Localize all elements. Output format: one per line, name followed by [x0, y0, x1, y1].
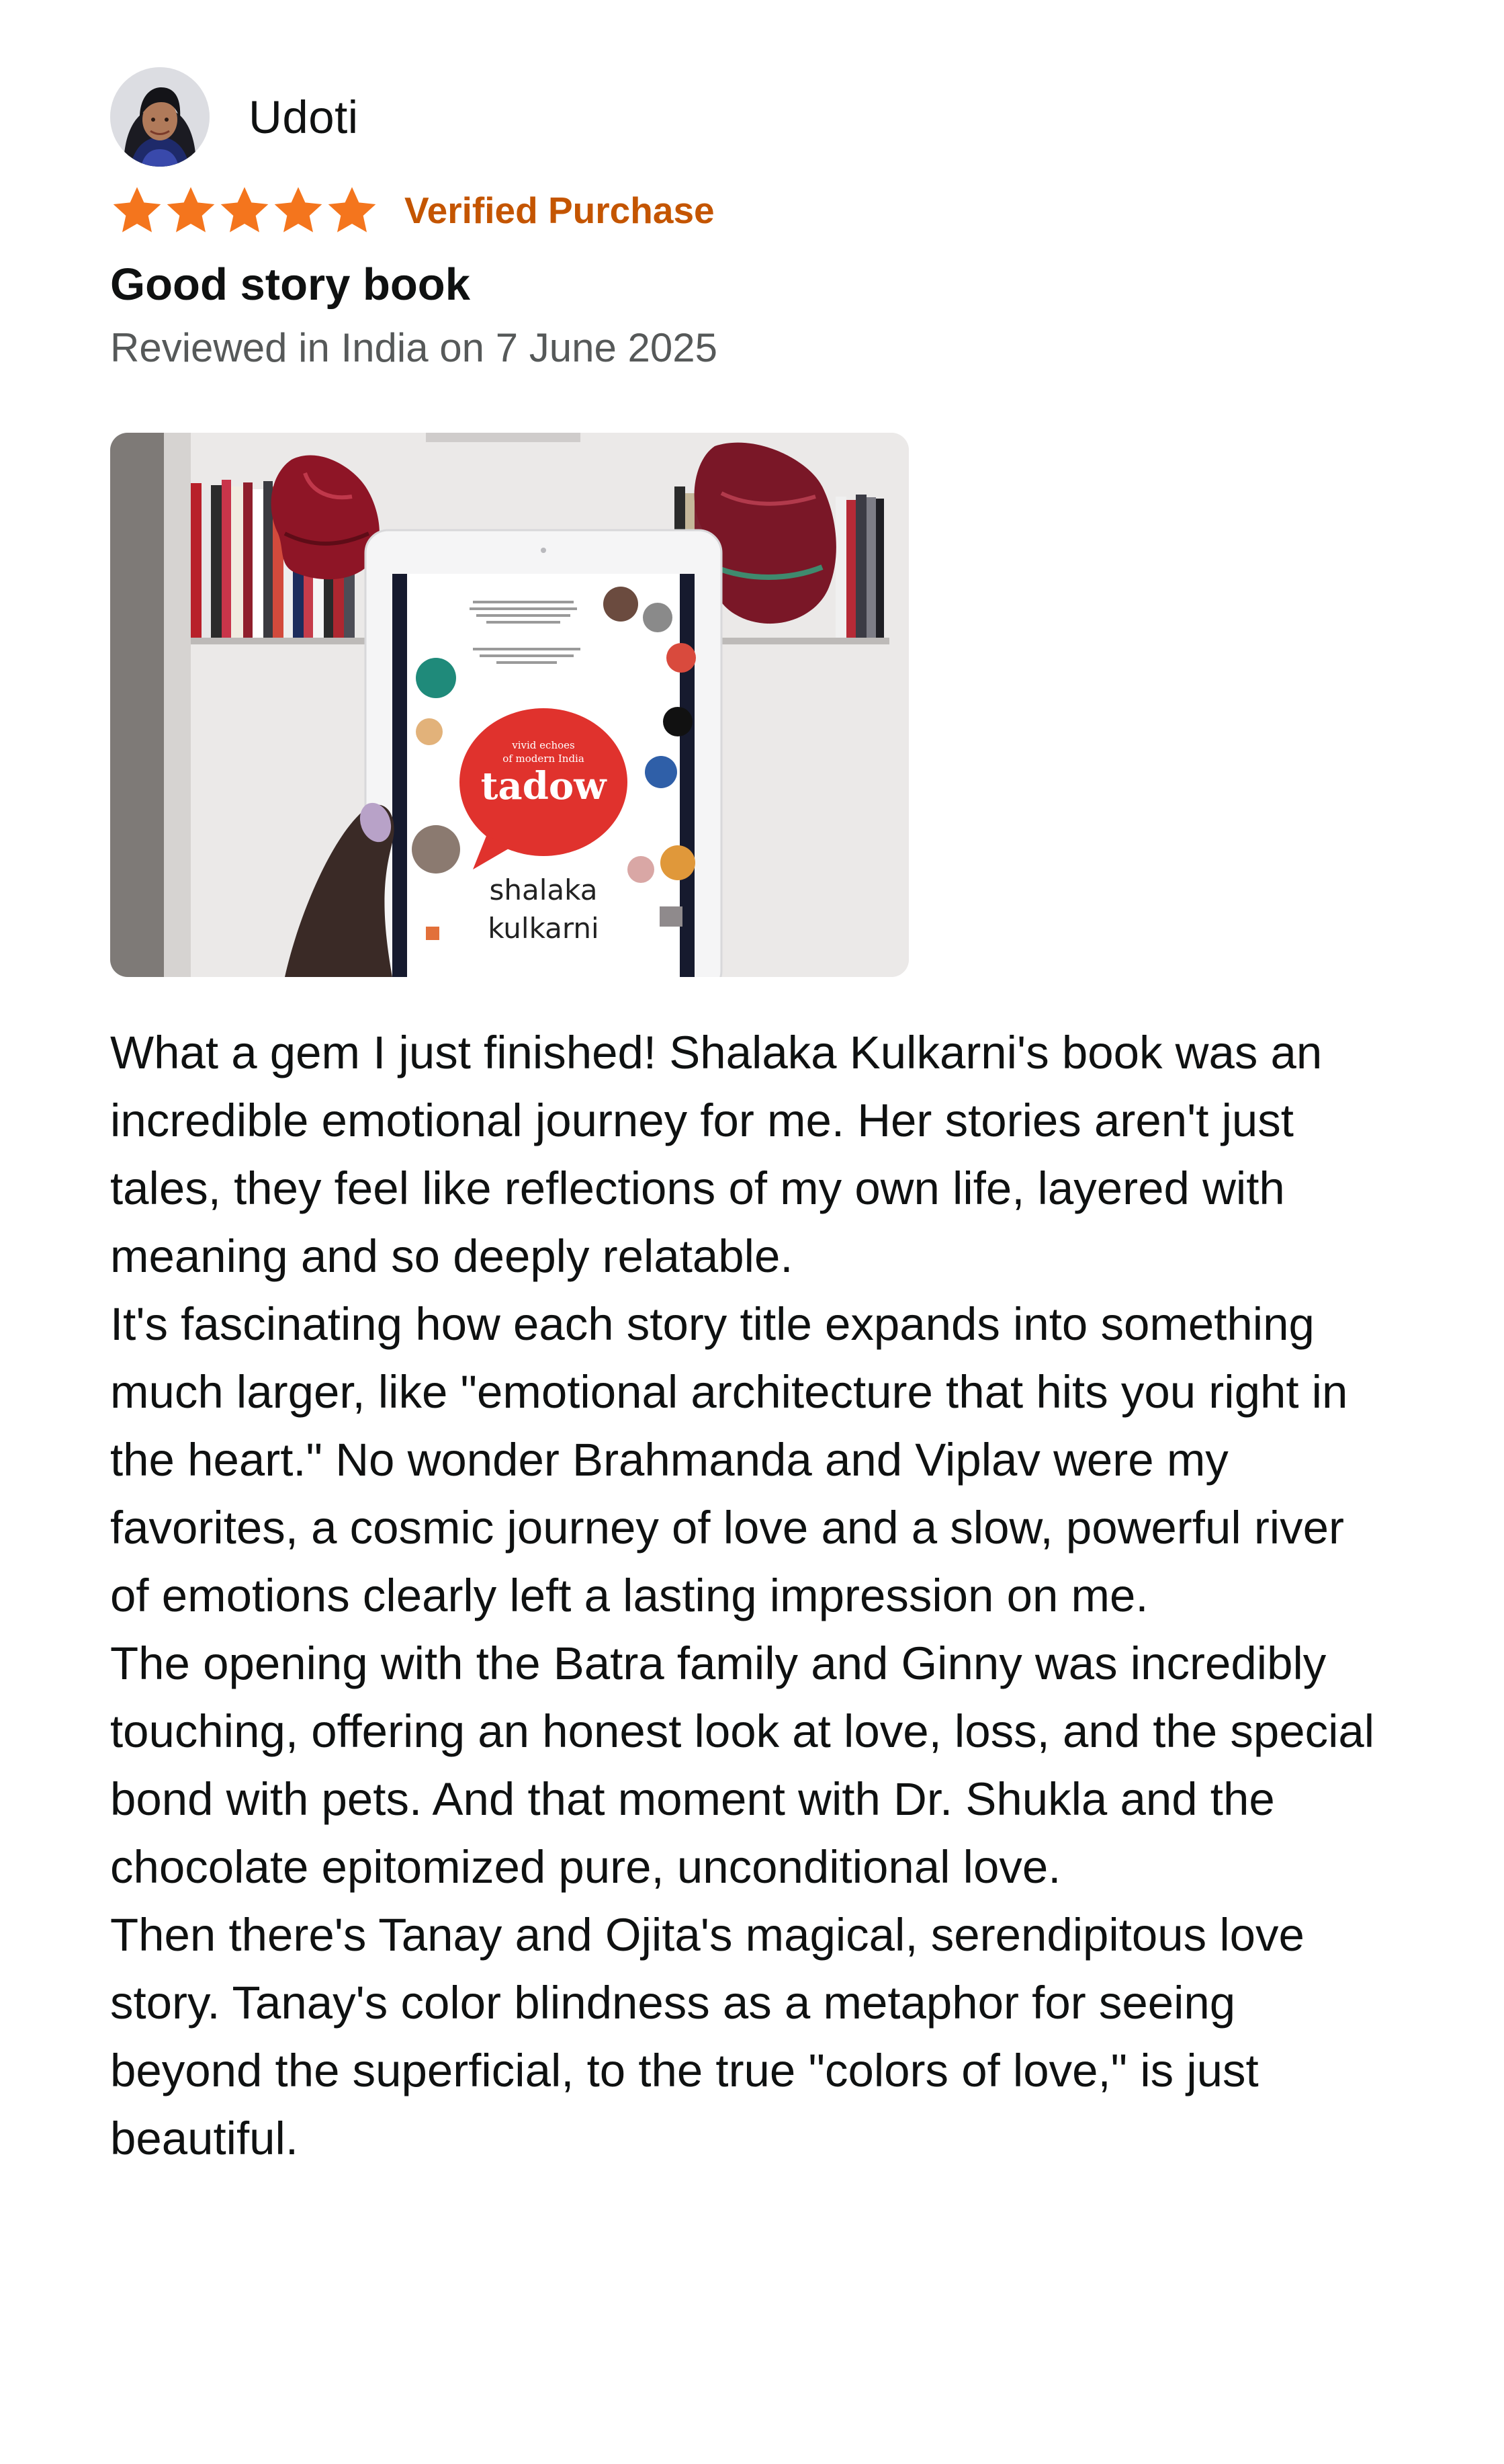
reviewer-name[interactable]: Udoti [249, 91, 359, 143]
star-icon [271, 183, 325, 237]
star-rating[interactable] [110, 183, 379, 237]
review-date: Reviewed in India on 7 June 2025 [110, 325, 717, 371]
review-title: Good story book [110, 259, 470, 310]
book-author-line2: kulkarni [488, 912, 599, 945]
review-paragraph: Then there's Tanay and Ojita's magical, serendipitous love story. Tanay's color blindness as a metaphor for seeing beyond the superficial, to the true "colors of love," is just beautiful. [110, 1909, 1304, 2165]
book-title: tadow [480, 764, 607, 809]
book-subtitle-line2: of modern India [502, 753, 584, 765]
star-icon [325, 183, 379, 237]
book-author-line1: shalaka [489, 874, 598, 907]
star-icon [218, 183, 271, 237]
reviewer-profile[interactable] [110, 66, 1386, 168]
review-paragraph: It's fascinating how each story title expands into something much larger, like "emotional architecture that hits you right in the heart." No wonder Brahmanda and Viplav were my favorites, a cosmic journey of love and a slow, powerful river of emotions clearly left a lasting impression on me. [110, 1298, 1348, 1622]
review-photo[interactable] [110, 433, 909, 977]
verified-purchase-badge: Verified Purchase [404, 189, 715, 231]
star-icon [164, 183, 218, 237]
review-paragraph: The opening with the Batra family and Ginny was incredibly touching, offering an honest look at love, loss, and the special bond with pets. And that moment with Dr. Shukla and the chocolate epitomized pure, unconditional love. [110, 1638, 1375, 1894]
review-card [110, 66, 1386, 2172]
book-subtitle-line1: vivid echoes [512, 739, 575, 752]
star-icon [110, 183, 164, 237]
review-paragraph: What a gem I just finished! Shalaka Kulkarni's book was an incredible emotional journey for me. Her stories aren't just tales, they feel like reflections of my own life, layered with meaning and so deeply relatable. [110, 1027, 1323, 1283]
user-avatar-icon[interactable] [110, 67, 210, 167]
review-body [110, 1019, 1386, 2172]
rating-row [110, 181, 1386, 239]
